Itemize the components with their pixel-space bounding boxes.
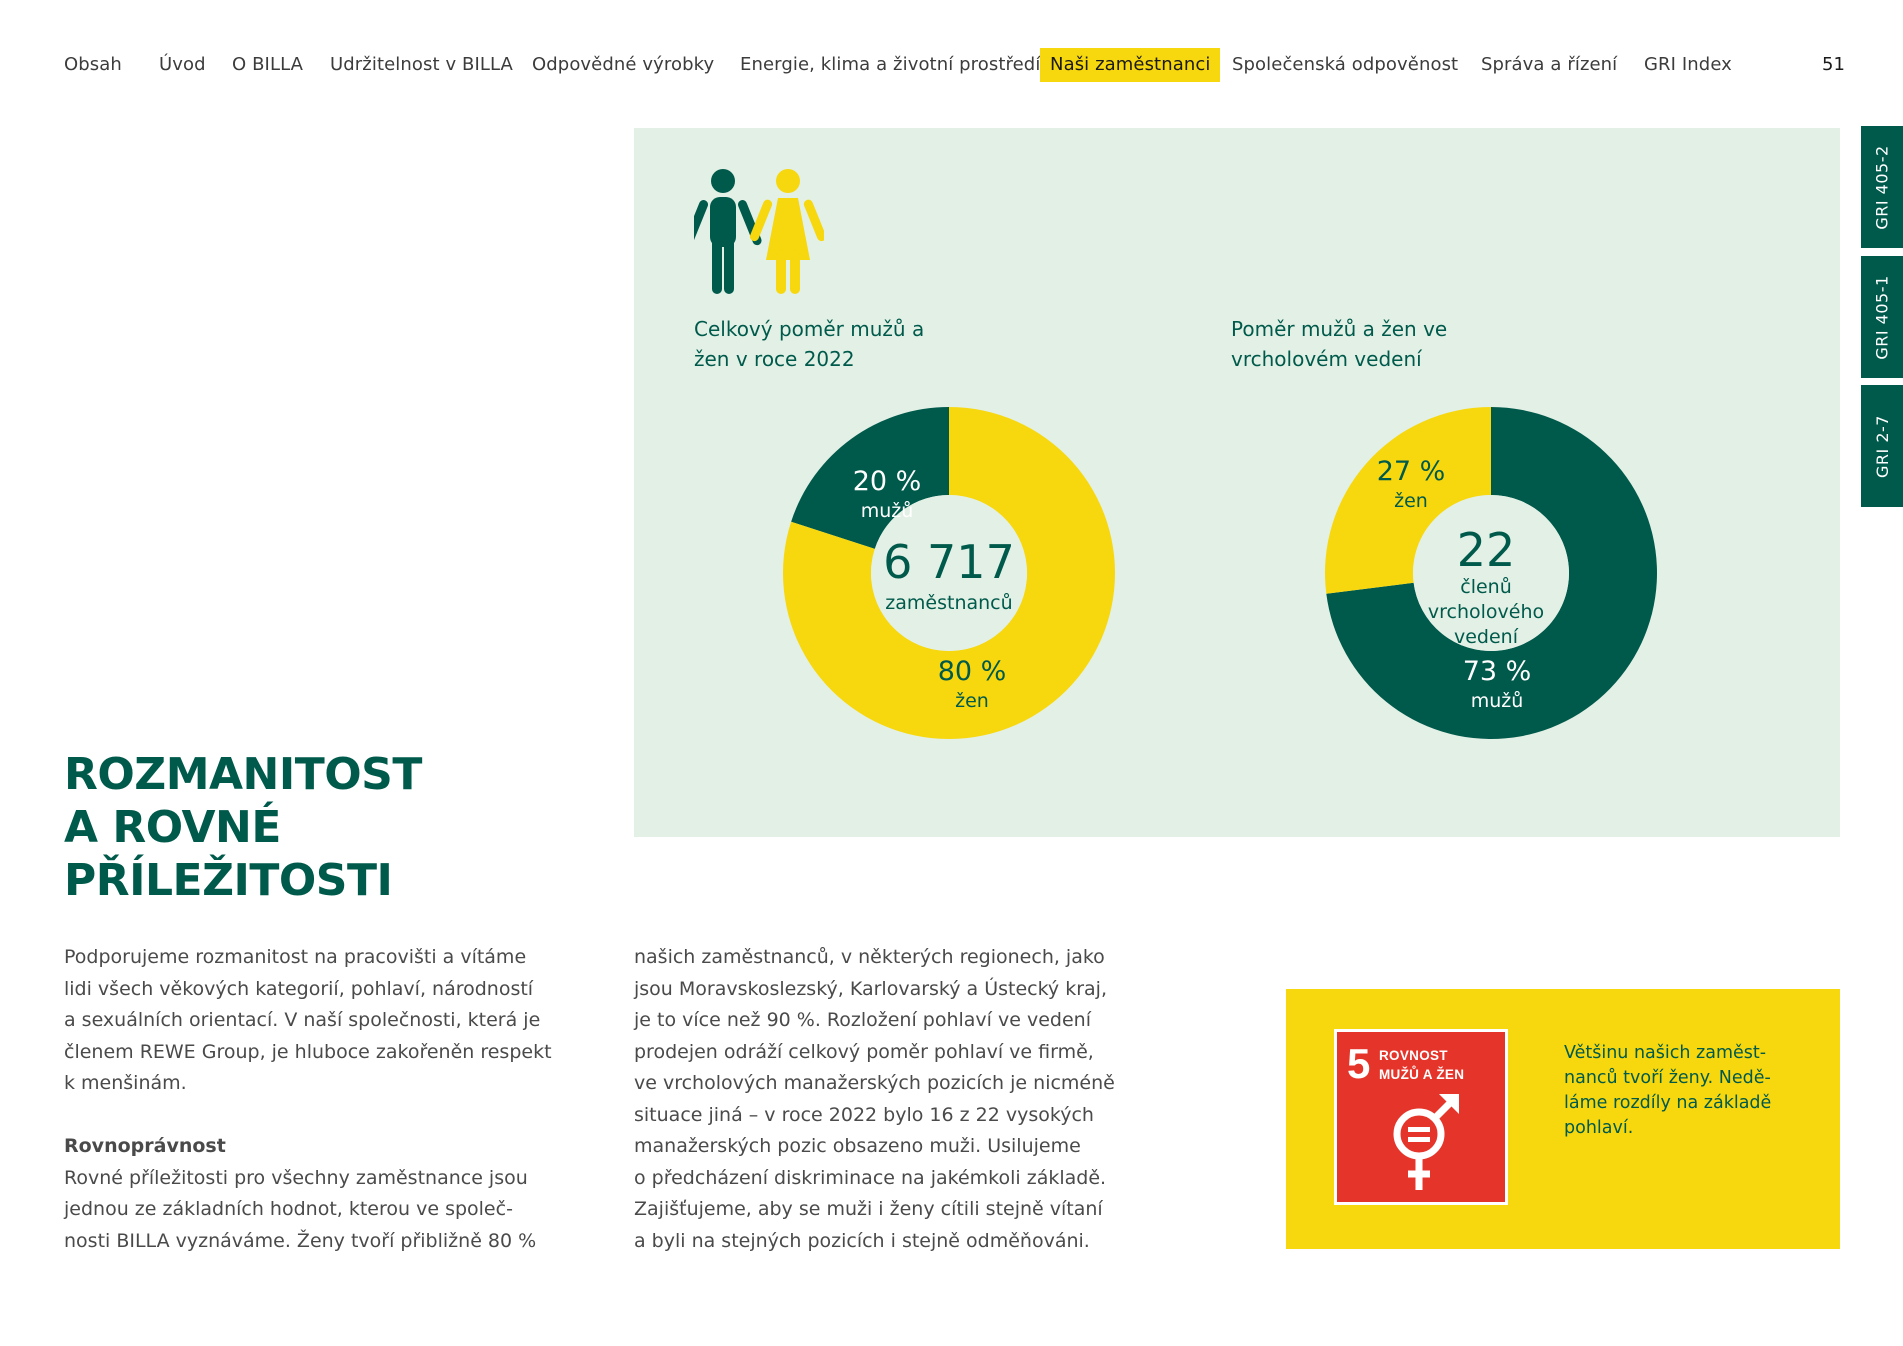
center-label: členů bbox=[1460, 576, 1512, 598]
text-line: a byli na stejných pozicích i stejně odměňováni. bbox=[634, 1229, 1090, 1252]
text-line: o předcházení diskriminace na jakémkoli základě. bbox=[634, 1166, 1107, 1189]
title-line: PŘÍLEŽITOSTI bbox=[64, 855, 393, 906]
gri-tab-2-7[interactable] bbox=[1861, 385, 1903, 507]
nav-item-odpovedne-vyrobky[interactable]: Odpovědné výrobky bbox=[532, 54, 715, 75]
text-line: je to více než 90 %. Rozložení pohlaví ve vedení bbox=[634, 1009, 1091, 1031]
donut-chart-management bbox=[1316, 398, 1666, 748]
text-line: ve vrcholových manažerských pozicích je nicméně bbox=[634, 1072, 1115, 1094]
nav-item-nasi-zamestnanci[interactable]: Naši zaměstnanci bbox=[1040, 48, 1220, 82]
page-number: 51 bbox=[1822, 54, 1845, 75]
sdg-callout bbox=[1286, 989, 1840, 1249]
text-line: pohlaví. bbox=[1564, 1118, 1634, 1138]
slice-name-label: mužů bbox=[860, 500, 914, 522]
nav-item-sprava[interactable]: Správa a řízení bbox=[1481, 54, 1618, 75]
text-line: láme rozdíly na základě bbox=[1564, 1093, 1772, 1113]
sdg-label bbox=[1379, 1046, 1464, 1084]
slice-name-label: mužů bbox=[1470, 690, 1524, 712]
text-line: Většinu našich zaměst- bbox=[1564, 1043, 1767, 1063]
intro-paragraph bbox=[64, 942, 584, 1100]
text-line: situace jiná – v roce 2022 bylo 16 z 22 vysokých bbox=[634, 1103, 1094, 1126]
slice-value-label: 20 % bbox=[852, 466, 922, 497]
gri-tab-405-1[interactable] bbox=[1861, 256, 1903, 378]
nav-item-obsah[interactable]: Obsah bbox=[64, 54, 122, 75]
text-line: nosti BILLA vyznáváme. Ženy tvoří přibližně 80 % bbox=[64, 1229, 537, 1252]
text-line: jednou ze základních hodnot, kterou ve společ- bbox=[64, 1198, 513, 1220]
center-value: 22 bbox=[1456, 523, 1516, 577]
nav-item-o-billa[interactable]: O BILLA bbox=[232, 54, 304, 75]
center-label: zaměstnanců bbox=[885, 592, 1013, 614]
text-line: k menšinám. bbox=[64, 1072, 187, 1094]
page-title bbox=[64, 748, 464, 907]
gri-tab-label: GRI 405-1 bbox=[1872, 274, 1892, 360]
nav-item-gri-index[interactable]: GRI Index bbox=[1644, 54, 1732, 75]
left-chart-caption: Celkový poměr mužů a žen v roce 2022 bbox=[694, 317, 925, 371]
text-line: a sexuálních orientací. V naší společnosti, která je bbox=[64, 1009, 541, 1031]
text-line: manažerských pozic obsazeno muži. Usilujeme bbox=[634, 1135, 1081, 1157]
woman-icon bbox=[749, 169, 824, 294]
center-label: vrcholového bbox=[1427, 601, 1545, 623]
title-line: A ROVNÉ bbox=[64, 802, 281, 853]
gri-tab-label: GRI 2-7 bbox=[1872, 414, 1892, 478]
gender-equality-icon bbox=[1389, 1094, 1461, 1194]
sdg-5-badge bbox=[1334, 1029, 1508, 1205]
man-woman-icon bbox=[694, 168, 824, 298]
slice-value-label: 73 % bbox=[1462, 656, 1532, 687]
sdg-number: 5 bbox=[1347, 1040, 1371, 1087]
equality-section bbox=[64, 1131, 584, 1257]
text-line: jsou Moravskoslezský, Karlovarský a Ústecký kraj, bbox=[634, 977, 1107, 1000]
gri-tab-label: GRI 405-2 bbox=[1872, 144, 1892, 230]
text-line: Podporujeme rozmanitost na pracovišti a vítáme bbox=[64, 946, 527, 968]
text-line: Rovné příležitosti pro všechny zaměstnance jsou bbox=[64, 1166, 528, 1189]
slice-name-label: žen bbox=[955, 690, 989, 712]
text-line: lidi všech věkových kategorií, pohlaví, národností bbox=[64, 977, 534, 1000]
donut-chart-employees bbox=[774, 398, 1124, 748]
section-subheading: Rovnoprávnost bbox=[64, 1135, 226, 1157]
slice-name-label: žen bbox=[1394, 490, 1428, 512]
center-value: 6 717 bbox=[883, 535, 1015, 589]
text-line: prodejen odráží celkový poměr pohlaví ve firmě, bbox=[634, 1040, 1094, 1063]
infographic-panel bbox=[634, 128, 1840, 837]
nav-item-udrzitelnost[interactable]: Udržitelnost v BILLA bbox=[330, 54, 513, 75]
right-chart-caption: Poměr mužů a žen ve vrcholovém vedení bbox=[1231, 317, 1448, 371]
text-line: členem REWE Group, je hluboce zakořeněn respekt bbox=[64, 1040, 552, 1063]
gri-tab-405-2[interactable] bbox=[1861, 126, 1903, 248]
text-line: našich zaměstnanců, v některých regionech, jako bbox=[634, 946, 1105, 968]
text-line: Zajišťujeme, aby se muži i ženy cítili stejně vítaní bbox=[634, 1198, 1103, 1220]
nav-item-spolecenska[interactable]: Společenská odpověnost bbox=[1232, 54, 1459, 75]
sdg-label-line: ROVNOST bbox=[1379, 1048, 1448, 1063]
slice-value-label: 27 % bbox=[1376, 456, 1446, 487]
text-line: nanců tvoří ženy. Nedě- bbox=[1564, 1068, 1771, 1088]
nav-item-uvod[interactable]: Úvod bbox=[159, 54, 206, 75]
sdg-text bbox=[1564, 1041, 1804, 1141]
center-label: vedení bbox=[1453, 626, 1519, 648]
title-line: ROZMANITOST bbox=[64, 749, 422, 800]
sdg-label-line: MUŽŮ A ŽEN bbox=[1379, 1067, 1465, 1082]
nav-item-energie[interactable]: Energie, klima a životní prostředí bbox=[740, 54, 1041, 75]
body-column-2 bbox=[634, 942, 1154, 1257]
slice-value-label: 80 % bbox=[937, 656, 1007, 687]
